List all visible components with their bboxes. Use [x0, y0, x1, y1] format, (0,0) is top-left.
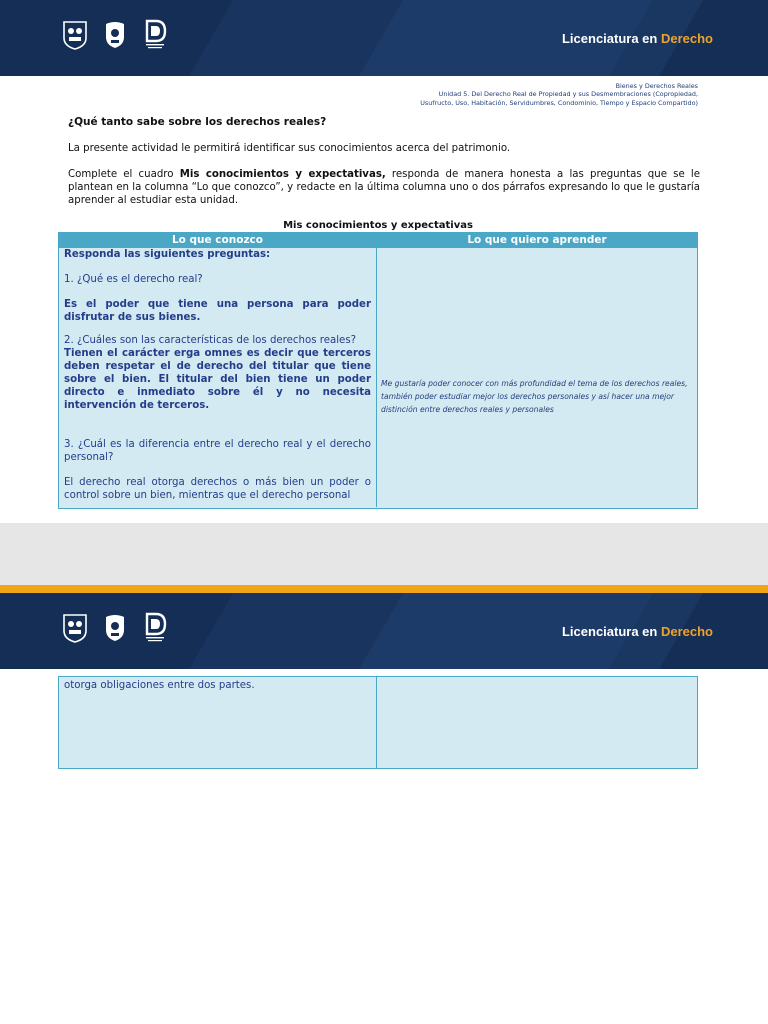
knowledge-table — [58, 232, 698, 509]
knowledge-table-continued — [58, 676, 698, 769]
answer-3-part-1: El derecho real otorga derechos o más bien un poder o control sobre un bien, mientras que el derecho personal — [64, 477, 371, 501]
program-title: Licenciatura en Derecho — [561, 31, 713, 46]
fes-shield-icon — [100, 611, 130, 645]
unit-title-line1: Unidad 5. Del Derecho Real de Propiedad y sus Desmembraciones (Copropiedad, — [438, 90, 698, 99]
table-row — [59, 677, 697, 768]
page-footer-band — [0, 523, 768, 585]
answer-3-part-2: otorga obligaciones entre dos partes. — [64, 680, 255, 691]
want-to-learn-cell — [377, 248, 697, 507]
known-cell — [59, 677, 377, 768]
sua-logo-icon — [140, 18, 170, 52]
learning-expectation: Me gustaría poder conocer con más profundidad el tema de los derechos reales, también poder estudiar mejor los derechos personales y así hacer una mejor distinción entre derechos reales y personales — [381, 379, 688, 414]
column-header-known: Lo que conozco — [59, 233, 377, 248]
table-caption: Mis conocimientos y expectativas — [283, 220, 473, 231]
activity-title: ¿Qué tanto sabe sobre los derechos reales? — [68, 116, 327, 128]
activity-instructions: Complete el cuadro Mis conocimientos y expectativas, responda de manera honesta a las preguntas que se le plantean en la columna “Lo que conozco”, y redacte en la última columna uno o dos párrafos expresando lo que le gustaría aprender al estudiar esta unidad. — [68, 169, 701, 206]
answer-1: Es el poder que tiene una persona para poder disfrutar de sus bienes. — [64, 299, 371, 323]
question-2: 2. ¿Cuáles son las características de los derechos reales? — [64, 335, 357, 346]
logo-group — [60, 18, 170, 52]
unam-shield-icon — [60, 18, 90, 52]
program-title: Licenciatura en Derecho — [561, 624, 713, 639]
table-header-row — [59, 233, 697, 248]
column-header-want-to-learn: Lo que quiero aprender — [467, 234, 607, 246]
course-name: Bienes y Derechos Reales — [615, 82, 698, 90]
unit-title-line2: Usufructo, Uso, Habitación, Servidumbres, Condominio, Tiempo y Espacio Compartido) — [420, 98, 698, 107]
document-running-header — [420, 82, 698, 107]
page-banner-top — [0, 0, 768, 76]
page-banner-second — [0, 593, 768, 669]
want-to-learn-cell — [377, 677, 697, 768]
activity-intro: La presente actividad le permitirá identificar sus conocimientos acerca del patrimonio. — [68, 143, 511, 154]
logo-group — [60, 611, 170, 645]
unam-shield-icon — [60, 611, 90, 645]
answer-2: Tienen el carácter erga omnes es decir que terceros deben respetar el de derecho del titular que tiene sobre el bien. El titular del bien tiene un poder directo e inmediato sobre él y no necesita intervención de terceros. — [64, 348, 371, 411]
sua-logo-icon — [140, 611, 170, 645]
question-3: 3. ¿Cuál es la diferencia entre el derecho real y el derecho personal? — [64, 439, 371, 463]
known-cell — [59, 248, 377, 507]
question-1: 1. ¿Qué es el derecho real? — [64, 274, 203, 285]
page-footer-stripe — [0, 585, 768, 593]
questions-intro: Responda las siguientes preguntas: — [64, 249, 271, 260]
fes-shield-icon — [100, 18, 130, 52]
table-row — [59, 248, 697, 507]
